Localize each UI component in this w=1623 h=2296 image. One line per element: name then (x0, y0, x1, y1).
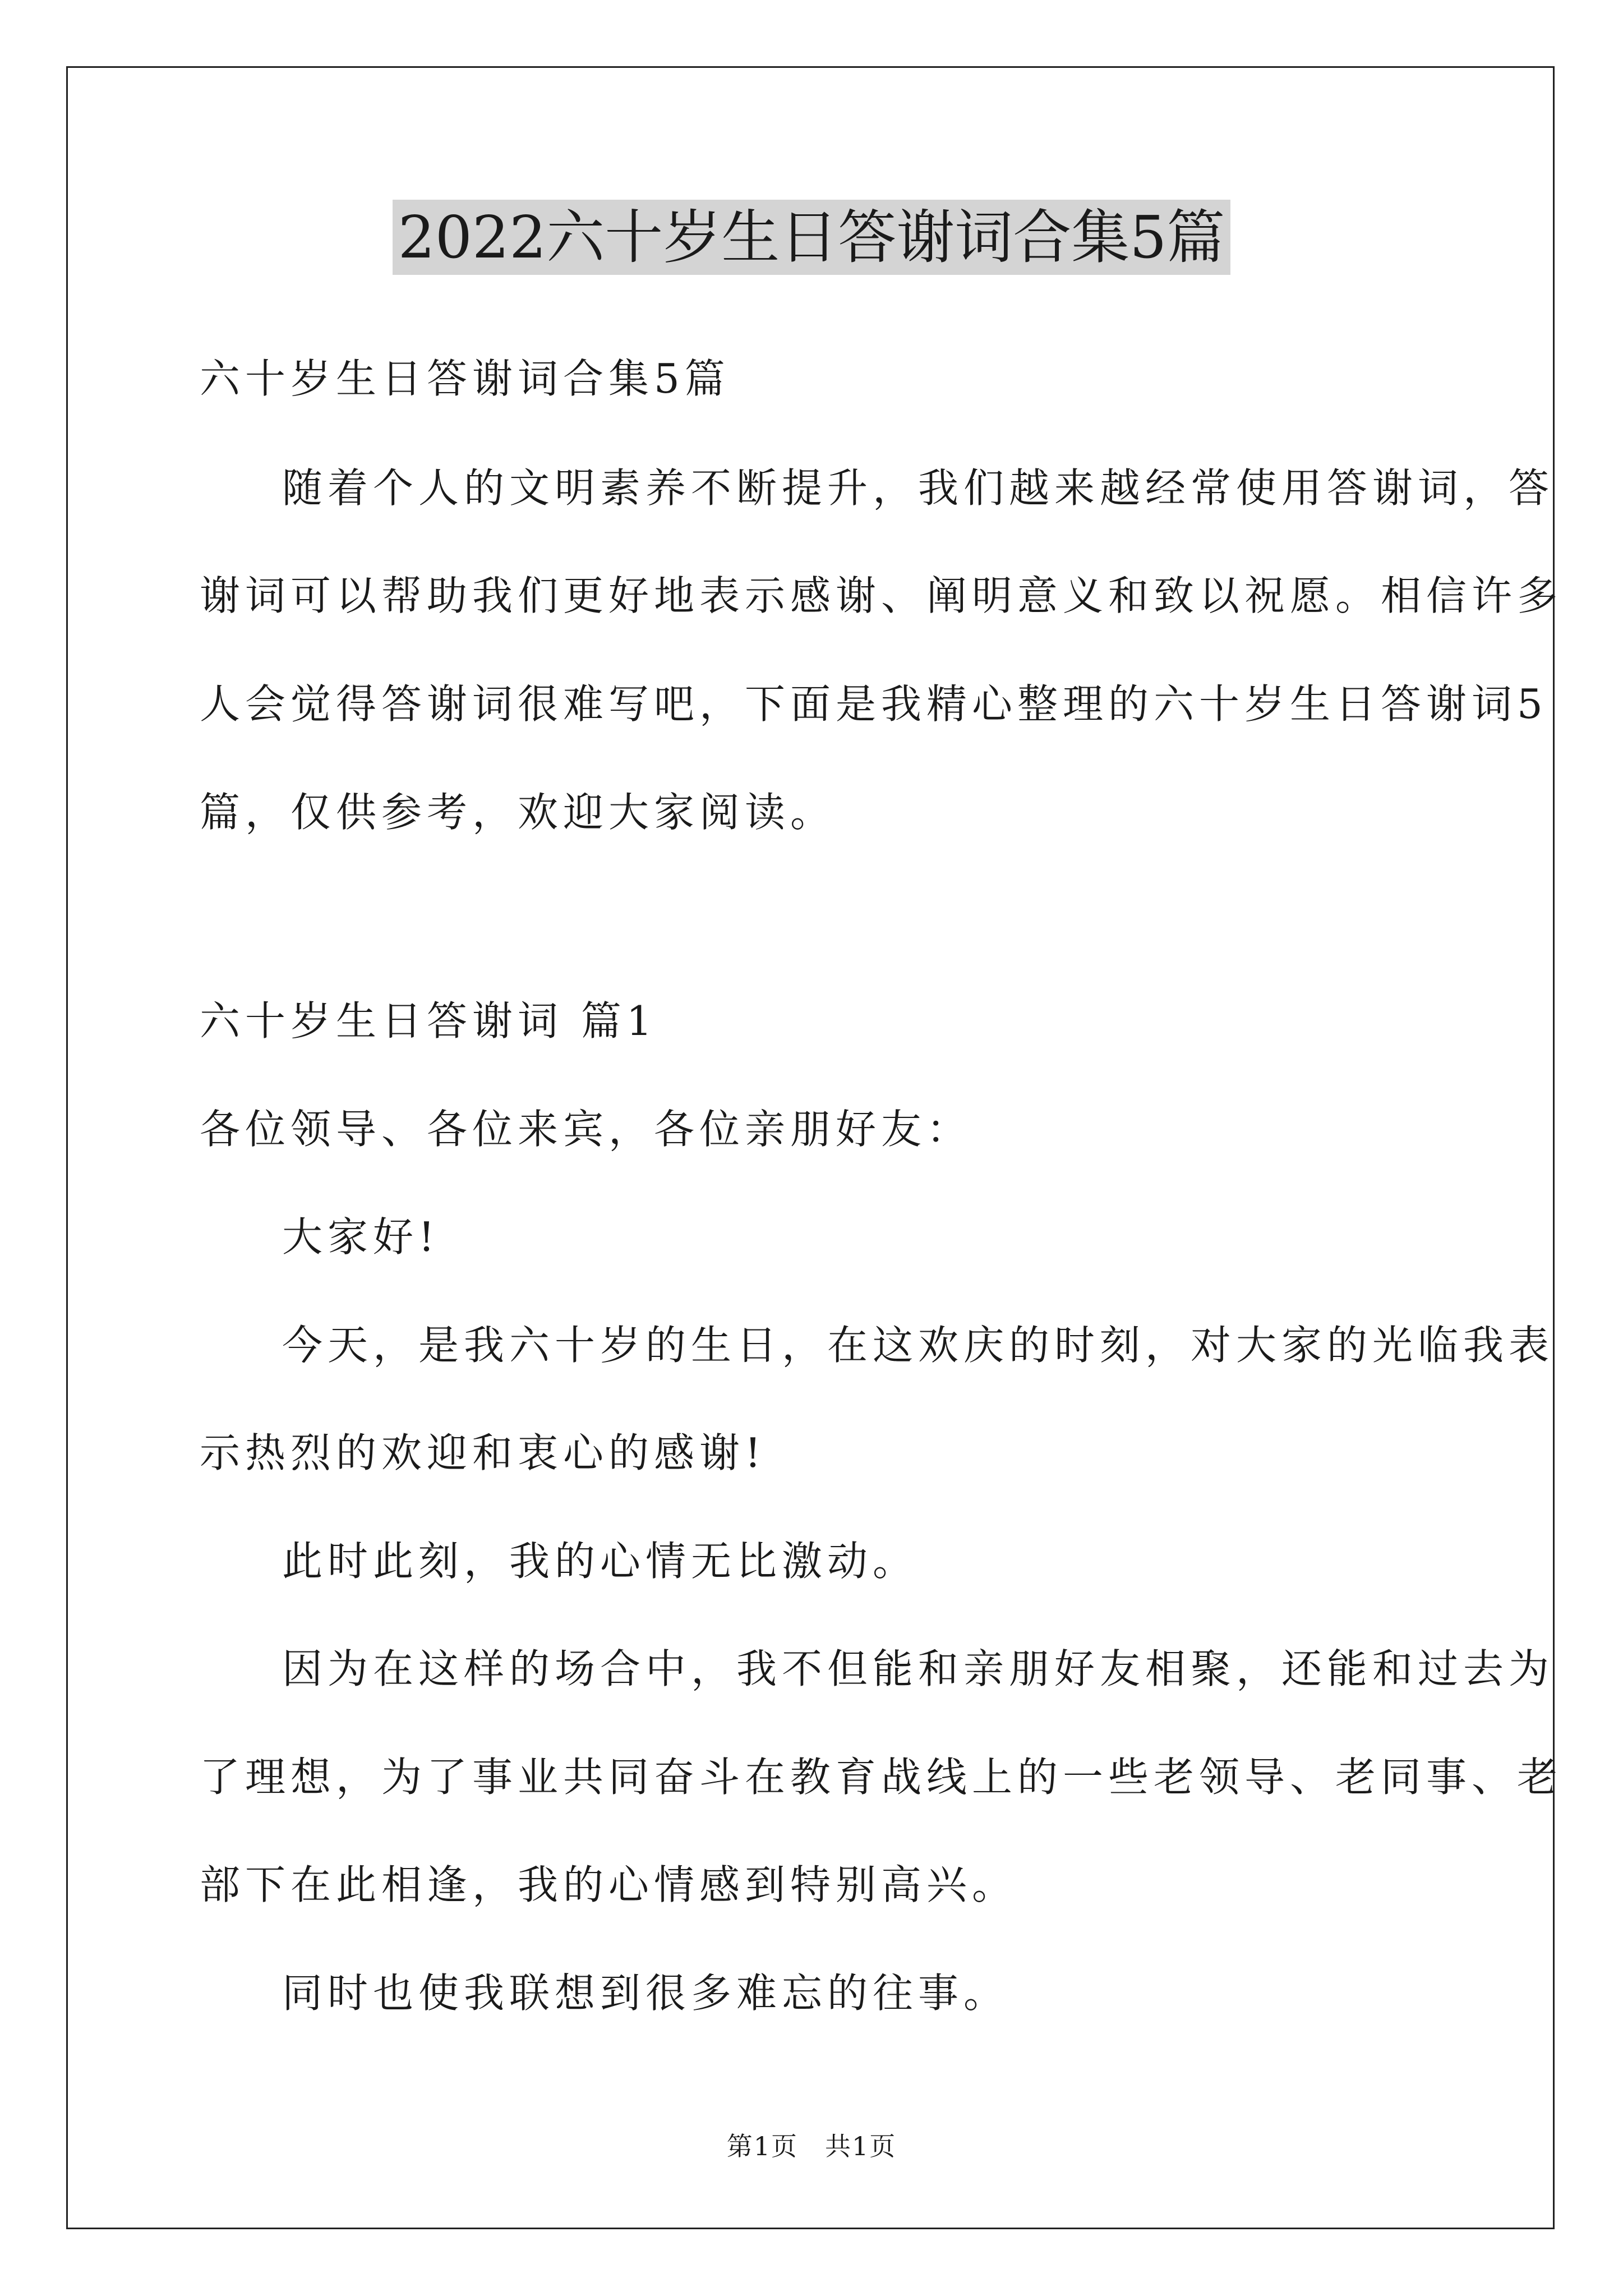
para1-line-2: 示热烈的欢迎和衷心的感谢! (200, 1429, 766, 1476)
document-title-text: 2022六十岁生日答谢词合集5篇 (393, 200, 1231, 275)
subtitle: 六十岁生日答谢词合集5篇 (200, 355, 730, 402)
page-number: 第1页 共1页 (726, 2131, 897, 2161)
intro-line-1: 随着个人的文明素养不断提升，我们越来越经常使用答谢词，答 (282, 464, 1555, 512)
para1-line-1: 今天，是我六十岁的生日，在这欢庆的时刻，对大家的光临我表 (282, 1322, 1555, 1369)
intro-line-3: 人会觉得答谢词很难写吧，下面是我精心整理的六十岁生日答谢词5 (200, 680, 1548, 728)
para3-line-2: 了理想，为了事业共同奋斗在教育战线上的一些老领导、老同事、老 (200, 1754, 1563, 1801)
para3-line-1: 因为在这样的场合中，我不但能和亲朋好友相聚，还能和过去为 (282, 1645, 1555, 1692)
intro-line-2: 谢词可以帮助我们更好地表示感谢、阐明意义和致以祝愿。相信许多 (200, 572, 1563, 619)
document-title (0, 201, 1623, 274)
greeting: 大家好! (282, 1213, 440, 1260)
section-heading: 六十岁生日答谢词 篇1 (200, 997, 657, 1045)
intro-line-4: 篇，仅供参考，欢迎大家阅读。 (200, 789, 836, 836)
para4: 同时也使我联想到很多难忘的往事。 (282, 1970, 1009, 2017)
salutation: 各位领导、各位来宾，各位亲朋好友： (200, 1106, 972, 1153)
para3-line-3: 部下在此相逢，我的心情感到特别高兴。 (200, 1861, 1018, 1908)
para2: 此时此刻，我的心情无比激动。 (282, 1538, 919, 1585)
page-footer (0, 2126, 1623, 2163)
